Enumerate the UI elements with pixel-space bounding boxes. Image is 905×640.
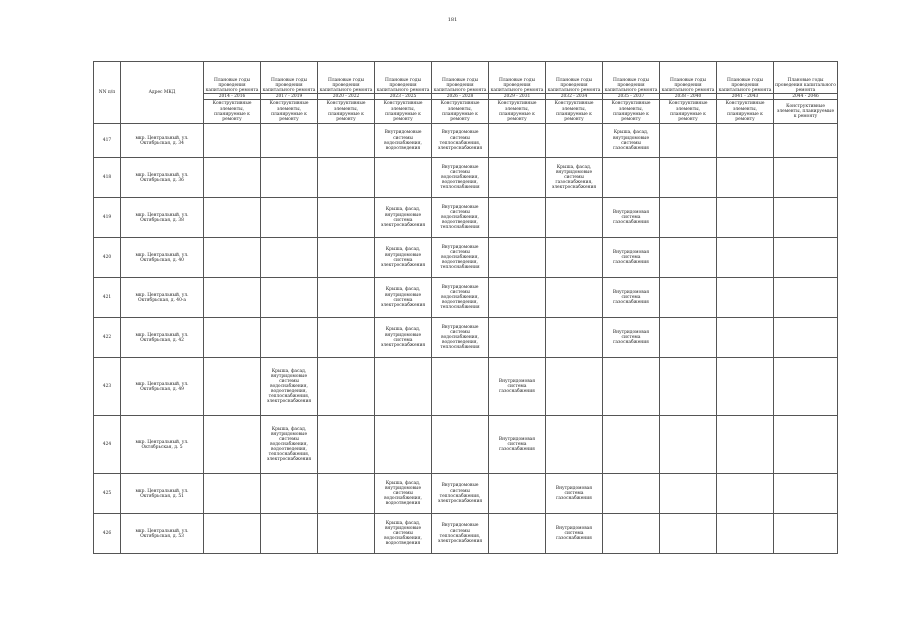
planned-works-cell: Крыша, фасад, внутридомовые системы газоснабжения [603, 124, 660, 158]
planned-works-cell [261, 318, 318, 358]
period-years: 2035 - 2037 [603, 94, 660, 100]
planned-works-cell [432, 416, 489, 474]
planned-works-cell: Внутридомовые системы теплоснабжения, электроснабжения [432, 474, 489, 514]
planned-works-cell: Внутридомовая система газоснабжения [489, 416, 546, 474]
table-row [94, 358, 838, 416]
period-years: 2020 - 2022 [318, 94, 375, 100]
planned-works-cell: Крыша, фасад, внутридомовые система электроснабжения [375, 278, 432, 318]
elements-subheading: Конструктивные элементы, планируемые к ремонту [717, 100, 774, 124]
planned-works-cell [603, 514, 660, 554]
planned-works-cell [489, 514, 546, 554]
table-row [94, 416, 838, 474]
elements-subheading: Конструктивные элементы, планируемые к ремонту [432, 100, 489, 124]
planned-works-cell: Крыша, фасад, внутридомовые системы водоснабжения, водоотведения [375, 514, 432, 554]
elements-subheading: Конструктивные элементы, планируемые к ремонту [603, 100, 660, 124]
planned-works-cell: Внутридомовые системы водоснабжения, водоотведения, теплоснабжения [432, 278, 489, 318]
planned-works-cell [489, 124, 546, 158]
elements-subheading: Конструктивные элементы, планируемые к ремонту [375, 100, 432, 124]
planned-works-cell: Внутридомовая система газоснабжения [603, 278, 660, 318]
planned-works-cell [204, 474, 261, 514]
planned-works-cell [546, 198, 603, 238]
period-heading: Плановые годы проведения капитального ремонта [660, 62, 717, 94]
period-years: 2029 - 2031 [489, 94, 546, 100]
row-number: 420 [94, 238, 121, 278]
planned-works-cell [489, 158, 546, 198]
planned-works-cell [489, 474, 546, 514]
planned-works-cell: Внутридомовые системы водоснабжения, водоотведения, теплоснабжения [432, 238, 489, 278]
planned-works-cell: Внутридомовая система газоснабжения [603, 318, 660, 358]
elements-subheading: Конструктивные элементы, планируемые к ремонту [660, 100, 717, 124]
planned-works-cell [318, 238, 375, 278]
planned-works-cell [546, 358, 603, 416]
elements-subheading: Конструктивные элементы, планируемые к ремонту [489, 100, 546, 124]
building-address: мкр. Центральный, ул. Октябрьская, д. 34 [121, 124, 204, 158]
planned-works-cell: Внутридомовые системы теплоснабжения, электроснабжения [432, 124, 489, 158]
planned-works-cell: Внутридомовые системы водоснабжения, водоотведения, теплоснабжения [432, 318, 489, 358]
planned-works-cell [774, 514, 838, 554]
period-heading: Плановые годы проведения капитального ремонта [546, 62, 603, 94]
planned-works-cell [204, 238, 261, 278]
period-years: 2023 - 2025 [375, 94, 432, 100]
row-number: 417 [94, 124, 121, 158]
row-number: 418 [94, 158, 121, 198]
planned-works-cell [717, 124, 774, 158]
planned-works-cell: Внутридомовая система газоснабжения [489, 358, 546, 416]
planned-works-cell [660, 358, 717, 416]
planned-works-cell [489, 198, 546, 238]
planned-works-cell [546, 124, 603, 158]
planned-works-cell [261, 278, 318, 318]
planned-works-cell [603, 358, 660, 416]
planned-works-cell [204, 198, 261, 238]
planned-works-cell: Крыша, фасад, внутридомовые системы водоснабжения, водоотведения, теплоснабжения, электроснабжения [261, 358, 318, 416]
planned-works-cell: Внутридомовые системы водоснабжения, водоотведения, теплоснабжения [432, 158, 489, 198]
table-row [94, 514, 838, 554]
planned-works-cell [318, 278, 375, 318]
planned-works-cell: Крыша, фасад, внутридомовые системы водоснабжения, водоотведения [375, 474, 432, 514]
planned-works-cell: Внутридомовая система газоснабжения [546, 514, 603, 554]
capital-repair-schedule-table [93, 61, 838, 554]
planned-works-cell [660, 124, 717, 158]
planned-works-cell [546, 238, 603, 278]
planned-works-cell [261, 474, 318, 514]
planned-works-cell [489, 278, 546, 318]
planned-works-cell [318, 416, 375, 474]
period-heading: Плановые годы проведения капитального ремонта [204, 62, 261, 94]
planned-works-cell [660, 474, 717, 514]
building-address: мкр. Центральный, ул. Октябрьская, д. 42 [121, 318, 204, 358]
building-address: мкр. Центральный, ул. Октябрьская, д. 53 [121, 514, 204, 554]
planned-works-cell [660, 416, 717, 474]
period-heading: Плановые годы проведения капитального ремонта [375, 62, 432, 94]
table-row [94, 124, 838, 158]
planned-works-cell [204, 278, 261, 318]
table-row [94, 158, 838, 198]
planned-works-cell: Крыша, фасад, внутридомовые системы водоснабжения, водоотведения, теплоснабжения, электроснабжения [261, 416, 318, 474]
planned-works-cell [204, 514, 261, 554]
planned-works-cell [318, 158, 375, 198]
planned-works-cell [603, 474, 660, 514]
planned-works-cell [717, 416, 774, 474]
page-number: 181 [447, 17, 458, 23]
planned-works-cell: Внутридомовые системы водоснабжения, водоотведения [375, 124, 432, 158]
planned-works-cell [546, 416, 603, 474]
planned-works-cell [318, 318, 375, 358]
row-number: 421 [94, 278, 121, 318]
table-row [94, 198, 838, 238]
period-heading: Плановые годы проведения капитального ремонта [774, 62, 838, 94]
column-header-number: NN п/п [94, 62, 121, 124]
planned-works-cell [432, 358, 489, 416]
planned-works-cell [375, 158, 432, 198]
planned-works-cell [318, 358, 375, 416]
planned-works-cell [204, 124, 261, 158]
building-address: мкр. Центральный, ул. Октябрьская, д. 36 [121, 158, 204, 198]
row-number: 424 [94, 416, 121, 474]
planned-works-cell [603, 416, 660, 474]
planned-works-cell [774, 238, 838, 278]
period-heading: Плановые годы проведения капитального ремонта [318, 62, 375, 94]
elements-subheading: Конструктивные элементы, планируемые к ремонту [261, 100, 318, 124]
period-heading: Плановые годы проведения капитального ремонта [717, 62, 774, 94]
elements-subheading: Конструктивные элементы, планируемые к ремонту [204, 100, 261, 124]
table-row [94, 318, 838, 358]
planned-works-cell [375, 416, 432, 474]
planned-works-cell [261, 198, 318, 238]
period-years: 2017 - 2019 [261, 94, 318, 100]
row-number: 426 [94, 514, 121, 554]
planned-works-cell [774, 158, 838, 198]
planned-works-cell [261, 238, 318, 278]
planned-works-cell: Крыша, фасад, внутридомовые система электроснабжения [375, 198, 432, 238]
planned-works-cell [204, 358, 261, 416]
elements-subheading: Конструктивные элементы, планируемые к ремонту [774, 100, 838, 124]
planned-works-cell [660, 238, 717, 278]
planned-works-cell [717, 358, 774, 416]
period-years: 2044 - 2046 [774, 94, 838, 100]
planned-works-cell [717, 158, 774, 198]
planned-works-cell [717, 474, 774, 514]
planned-works-cell [489, 238, 546, 278]
row-number: 425 [94, 474, 121, 514]
period-years: 2014 - 2016 [204, 94, 261, 100]
planned-works-cell [717, 278, 774, 318]
period-heading: Плановые годы проведения капитального ремонта [489, 62, 546, 94]
planned-works-cell [717, 514, 774, 554]
planned-works-cell [774, 358, 838, 416]
planned-works-cell [603, 158, 660, 198]
table-header [94, 62, 838, 124]
planned-works-cell [774, 416, 838, 474]
building-address: мкр. Центральный, ул. Октябрьская, д. 49 [121, 358, 204, 416]
row-number: 422 [94, 318, 121, 358]
planned-works-cell [204, 158, 261, 198]
planned-works-cell [261, 158, 318, 198]
planned-works-cell [318, 124, 375, 158]
planned-works-cell [660, 514, 717, 554]
building-address: мкр. Центральный, ул. Октябрьская, д. 51 [121, 474, 204, 514]
planned-works-cell [660, 318, 717, 358]
row-number: 419 [94, 198, 121, 238]
table-body [94, 124, 838, 554]
column-header-address: Адрес МКД [121, 62, 204, 124]
planned-works-cell [375, 358, 432, 416]
period-years: 2041 - 2043 [717, 94, 774, 100]
planned-works-cell [660, 158, 717, 198]
planned-works-cell: Внутридомовая система газоснабжения [603, 198, 660, 238]
planned-works-cell [660, 278, 717, 318]
planned-works-cell [717, 198, 774, 238]
planned-works-cell [774, 198, 838, 238]
table-row [94, 474, 838, 514]
planned-works-cell [318, 198, 375, 238]
planned-works-cell [204, 416, 261, 474]
planned-works-cell [660, 198, 717, 238]
elements-subheading: Конструктивные элементы, планируемые к ремонту [318, 100, 375, 124]
planned-works-cell: Внутридомовые системы водоснабжения, водоотведения, теплоснабжения [432, 198, 489, 238]
period-years: 2038 - 2040 [660, 94, 717, 100]
building-address: мкр. Центральный, ул. Октябрьская, д. 40 [121, 238, 204, 278]
planned-works-cell [774, 124, 838, 158]
planned-works-cell: Внутридомовая система газоснабжения [603, 238, 660, 278]
building-address: мкр. Центральный, ул. Октябрьская, д. 5 [121, 416, 204, 474]
planned-works-cell [261, 124, 318, 158]
planned-works-cell [489, 318, 546, 358]
period-years: 2032 - 2034 [546, 94, 603, 100]
period-heading: Плановые годы проведения капитального ремонта [261, 62, 318, 94]
planned-works-cell: Внутридомовые системы теплоснабжения, электроснабжения [432, 514, 489, 554]
planned-works-cell: Внутридомовая система газоснабжения [546, 474, 603, 514]
planned-works-cell [774, 318, 838, 358]
planned-works-cell: Крыша, фасад, внутридомовые система электроснабжения [375, 318, 432, 358]
elements-subheading: Конструктивные элементы, планируемые к ремонту [546, 100, 603, 124]
planned-works-cell [318, 514, 375, 554]
planned-works-cell [546, 318, 603, 358]
planned-works-cell [204, 318, 261, 358]
period-heading: Плановые годы проведения капитального ремонта [432, 62, 489, 94]
planned-works-cell: Крыша, фасад, внутридомовые система электроснабжения [375, 238, 432, 278]
planned-works-cell [261, 514, 318, 554]
table-row [94, 278, 838, 318]
building-address: мкр. Центральный, ул. Октябрьская, д. 40-а [121, 278, 204, 318]
row-number: 423 [94, 358, 121, 416]
planned-works-cell [774, 474, 838, 514]
planned-works-cell [717, 318, 774, 358]
period-heading: Плановые годы проведения капитального ремонта [603, 62, 660, 94]
building-address: мкр. Центральный, ул. Октябрьская, д. 38 [121, 198, 204, 238]
period-years: 2026 - 2028 [432, 94, 489, 100]
planned-works-cell: Крыша, фасад, внутридомовые системы газоснабжения, электроснабжения [546, 158, 603, 198]
planned-works-cell [318, 474, 375, 514]
planned-works-cell [546, 278, 603, 318]
planned-works-cell [717, 238, 774, 278]
table-row [94, 238, 838, 278]
planned-works-cell [774, 278, 838, 318]
